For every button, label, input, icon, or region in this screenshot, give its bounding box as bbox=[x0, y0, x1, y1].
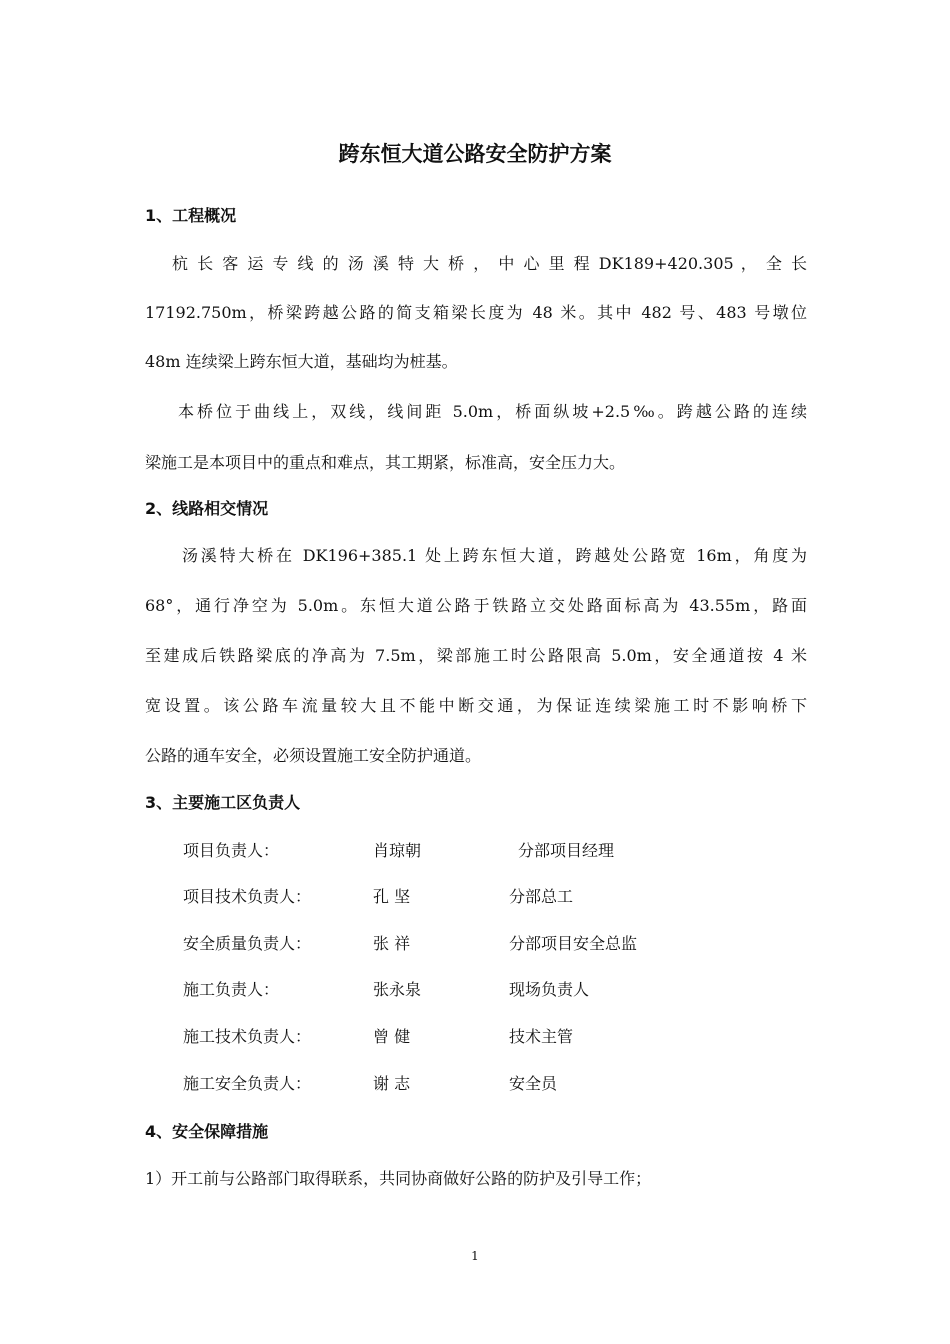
personnel-name: 谢 志 bbox=[373, 1074, 411, 1093]
paragraph-line: 17192.750m，桥梁跨越公路的简支箱梁长度为 48 米。其中 482 号、483 号墩位 bbox=[145, 303, 807, 322]
document-title: 跨东恒大道公路安全防护方案 bbox=[338, 142, 612, 166]
personnel-title: 分部项目安全总监 bbox=[509, 934, 638, 953]
personnel-title: 现场负责人 bbox=[509, 980, 590, 999]
personnel-name: 张 祥 bbox=[373, 934, 411, 953]
personnel-row bbox=[183, 1071, 783, 1095]
page-number: 1 bbox=[471, 1249, 479, 1263]
personnel-title: 分部项目经理 bbox=[518, 841, 615, 860]
paragraph-line: 1）开工前与公路部门取得联系，共同协商做好公路的防护及引导工作； bbox=[145, 1169, 652, 1188]
personnel-title: 安全员 bbox=[509, 1074, 558, 1093]
paragraph-line: 本桥位于曲线上，双线，线间距 5.0m，桥面纵坡+2.5‰。跨越公路的连续 bbox=[178, 402, 807, 421]
personnel-name: 肖琼朝 bbox=[373, 841, 422, 860]
paragraph-line: 汤溪特大桥在 DK196+385.1 处上跨东恒大道，跨越处公路宽 16m，角度为 bbox=[182, 546, 807, 565]
personnel-row bbox=[183, 977, 783, 1001]
personnel-row bbox=[183, 1024, 783, 1048]
personnel-row bbox=[183, 884, 783, 908]
paragraph-line: 杭 长 客 运 专 线 的 汤 溪 特 大 桥 ， 中 心 里 程 DK189+420.305 ， 全 长 bbox=[172, 254, 807, 273]
section-heading-1: 1、工程概况 bbox=[145, 206, 237, 225]
personnel-role: 施工技术负责人： bbox=[183, 1027, 312, 1046]
personnel-role: 项目负责人： bbox=[183, 841, 280, 860]
paragraph-line: 68°，通行净空为 5.0m。东恒大道公路于铁路立交处路面标高为 43.55m，路面 bbox=[145, 596, 807, 615]
paragraph-line: 宽设置。该公路车流量较大且不能中断交通，为保证连续梁施工时不影响桥下 bbox=[145, 696, 807, 715]
personnel-title: 分部总工 bbox=[509, 887, 574, 906]
paragraph-line: 公路的通车安全，必须设置施工安全防护通道。 bbox=[145, 746, 482, 765]
section-heading-3: 3、主要施工区负责人 bbox=[145, 793, 301, 812]
personnel-row bbox=[183, 931, 783, 955]
personnel-role: 施工安全负责人： bbox=[183, 1074, 312, 1093]
personnel-role: 施工负责人： bbox=[183, 980, 280, 999]
section-heading-2: 2、线路相交情况 bbox=[145, 499, 269, 518]
personnel-row bbox=[183, 838, 783, 862]
section-heading-4: 4、安全保障措施 bbox=[145, 1122, 269, 1141]
personnel-role: 安全质量负责人： bbox=[183, 934, 312, 953]
personnel-name: 曾 健 bbox=[373, 1027, 411, 1046]
personnel-role: 项目技术负责人： bbox=[183, 887, 312, 906]
paragraph-line: 梁施工是本项目中的重点和难点，其工期紧，标准高，安全压力大。 bbox=[145, 453, 626, 472]
paragraph-line: 至建成后铁路梁底的净高为 7.5m，梁部施工时公路限高 5.0m，安全通道按 4 米 bbox=[145, 646, 807, 665]
personnel-name: 孔 坚 bbox=[373, 887, 411, 906]
paragraph-line: 48m 连续梁上跨东恒大道，基础均为桩基。 bbox=[145, 352, 458, 371]
personnel-title: 技术主管 bbox=[509, 1027, 574, 1046]
personnel-name: 张永泉 bbox=[373, 980, 422, 999]
